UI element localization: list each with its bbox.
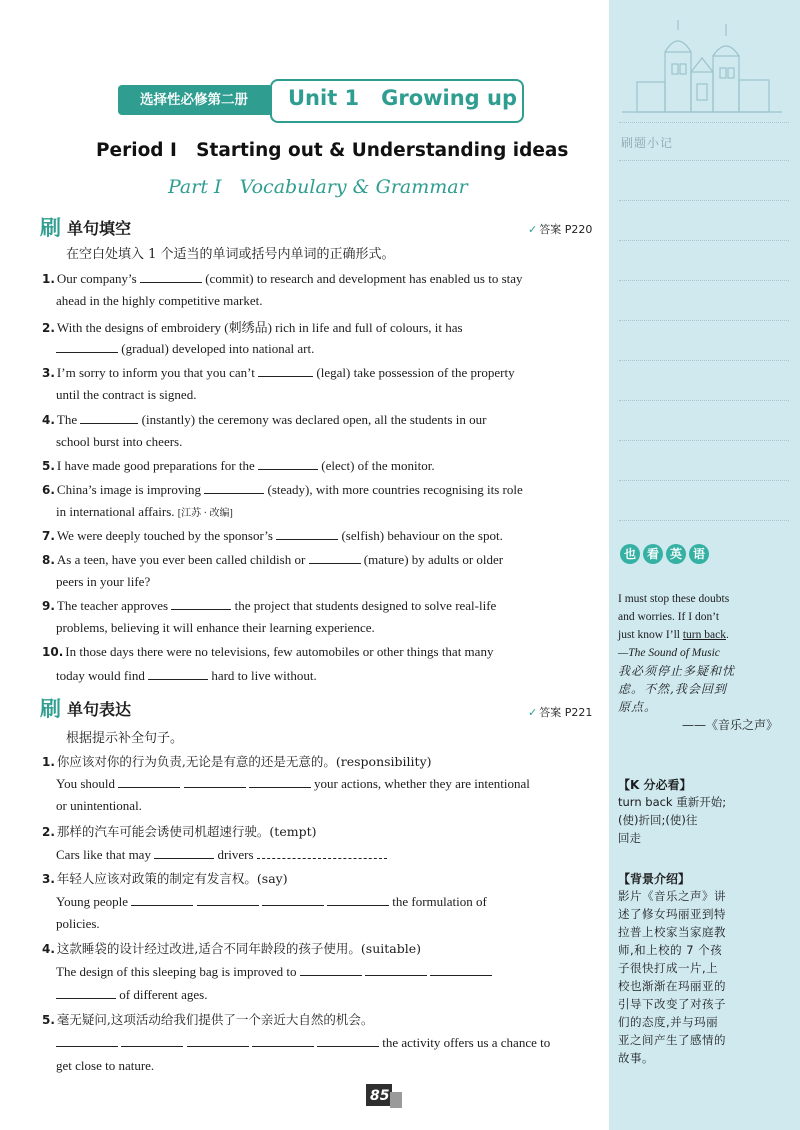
- answer-blank[interactable]: [300, 963, 362, 976]
- exercise-line: 7. We were deeply touched by the sponsor’s (selfish) behaviour on the spot.: [42, 528, 503, 543]
- part-title: Part I Vocabulary & Grammar: [168, 176, 468, 198]
- castle-illustration: [617, 12, 787, 122]
- exercise-line: school burst into cheers.: [56, 434, 183, 449]
- k-fen-line: (使)折回;(使)往: [618, 813, 698, 827]
- exercise-line: 3. 年轻人应该对政策的制定有发言权。(say): [42, 871, 288, 886]
- divider: [619, 400, 789, 401]
- answer-blank[interactable]: [131, 893, 193, 906]
- answer-reference: ✓ 答案 P220: [528, 223, 593, 236]
- source-tag: [江苏 · 改编]: [177, 508, 233, 519]
- unit-title-box: [270, 79, 524, 123]
- divider: [619, 122, 789, 123]
- answer-blank[interactable]: [121, 1034, 183, 1047]
- background-line: 述了修女玛丽亚到特: [618, 907, 726, 921]
- background-line: 子很快打成一片,上: [618, 961, 719, 975]
- answer-blank[interactable]: [252, 1034, 314, 1047]
- k-fen-line: 回走: [618, 831, 641, 845]
- section-heading: [40, 693, 131, 723]
- exercise-line: 2. 那样的汽车可能会诱使司机超速行驶。(tempt): [42, 824, 317, 839]
- background-line: 亚之间产生了感情的: [618, 1033, 726, 1047]
- background-line: 拉普上校家当家庭教: [618, 925, 726, 939]
- exercise-line: 3. I’m sorry to inform you that you can’t (legal) take possession of the property: [42, 365, 515, 380]
- exercise-line: 1. Our company’s (commit) to research and development has enabled us to stay: [42, 271, 523, 286]
- quote-translation: 虑。不然,我会回到: [618, 682, 727, 696]
- divider: [619, 440, 789, 441]
- answer-blank[interactable]: [430, 963, 492, 976]
- exercise-line: (gradual) developed into national art.: [56, 340, 612, 357]
- answer-blank[interactable]: [187, 1034, 249, 1047]
- quote-translation: 原点。: [618, 700, 658, 714]
- answer-blank[interactable]: [148, 667, 208, 680]
- exercise-line: ahead in the highly competitive market.: [56, 293, 263, 308]
- exercise-line: in international affairs. [江苏 · 改编]: [56, 504, 233, 519]
- divider: [619, 200, 789, 201]
- page-number-badge: [360, 1082, 406, 1112]
- answer-blank[interactable]: [118, 775, 180, 788]
- instruction: 根据提示补全句子。: [66, 731, 184, 746]
- exercise-line: or unintentional.: [56, 798, 142, 813]
- badge-char: 也: [620, 544, 640, 564]
- answer-blank[interactable]: [56, 986, 116, 999]
- page-number: 85: [370, 1088, 390, 1104]
- exercise-line: of different ages.: [56, 986, 612, 1003]
- k-fen-note: [618, 762, 778, 847]
- answer-blank[interactable]: [171, 597, 231, 610]
- divider: [619, 160, 789, 161]
- exercise-line: today would find hard to live without.: [56, 668, 317, 683]
- unit-banner: [118, 77, 526, 123]
- exercise-line: peers in your life?: [56, 574, 151, 589]
- divider: [619, 320, 789, 321]
- answer-blank[interactable]: [249, 775, 311, 788]
- exercise-line: 8. As a teen, have you ever been called childish or (mature) by adults or older: [42, 552, 504, 567]
- background-line: 们的态度,并与玛丽: [618, 1015, 719, 1029]
- section-mark: 刷: [40, 216, 61, 240]
- answer-reference: ✓ 答案 P221: [528, 706, 593, 719]
- exercise-line: get close to nature.: [56, 1058, 155, 1073]
- exercise-line: 4. 这款睡袋的设计经过改进,适合不同年龄段的孩子使用。(suitable): [42, 941, 421, 956]
- answer-blank[interactable]: [204, 481, 264, 494]
- answer-blank[interactable]: [309, 551, 361, 564]
- answer-blank[interactable]: [276, 527, 338, 540]
- background-line: 校也渐渐在玛丽亚的: [618, 979, 726, 993]
- answer-blank[interactable]: [262, 893, 324, 906]
- background-line: 影片《音乐之声》讲: [618, 889, 726, 903]
- section-title: 单句表达: [67, 699, 132, 719]
- answer-blank[interactable]: [258, 364, 313, 377]
- answer-blank[interactable]: [56, 340, 118, 353]
- background-heading: 【背景介绍】: [618, 872, 691, 886]
- check-icon: ✓: [528, 706, 538, 719]
- badge-char: 英: [666, 544, 686, 564]
- section-heading: [40, 212, 131, 242]
- exercise-line: 4. The (instantly) the ceremony was declared open, all the students in our: [42, 412, 487, 427]
- exercise-line: Cars like that may drivers: [56, 846, 612, 863]
- badge-char: 语: [689, 544, 709, 564]
- quote-translation: 我必须停止多疑和忧: [618, 664, 736, 678]
- exercise-line: Young people the formulation of: [56, 894, 487, 909]
- exercise-line: policies.: [56, 916, 100, 931]
- exercise-line: 9. The teacher approves the project that students designed to solve real-life: [42, 598, 497, 613]
- answer-blank[interactable]: [365, 963, 427, 976]
- exercise-line: 6. China’s image is improving (steady), with more countries recognising its role: [42, 482, 523, 497]
- exercise-line: 5. 毫无疑问,这项活动给我们提供了一个亲近大自然的机会。: [42, 1012, 374, 1027]
- check-icon: ✓: [528, 223, 538, 236]
- answer-blank[interactable]: [56, 1034, 118, 1047]
- exercise-line: 5. I have made good preparations for the (elect) of the monitor.: [42, 458, 435, 473]
- background-line: 师,和上校的 7 个孩: [618, 943, 723, 957]
- divider: [619, 280, 789, 281]
- answer-blank[interactable]: [327, 893, 389, 906]
- period-title: Period I Starting out & Understanding ideas: [96, 140, 569, 161]
- quote-source-cn: ——《音乐之声》: [681, 718, 778, 732]
- answer-blank[interactable]: [197, 893, 259, 906]
- background-note: [618, 856, 780, 1067]
- divider: [619, 520, 789, 521]
- quote-line: I must stop these doubts: [618, 593, 730, 605]
- exercise-line: The design of this sleeping bag is improved to: [56, 963, 612, 980]
- instruction: 在空白处填入 1 个适当的单词或括号内单词的正确形式。: [66, 247, 395, 262]
- quote-line: and worries. If I don’t: [618, 611, 720, 623]
- background-line: 引导下改变了对孩子: [618, 997, 726, 1011]
- answer-blank[interactable]: [154, 846, 214, 859]
- divider: [619, 480, 789, 481]
- unit-title: Unit 1 Growing up: [288, 86, 517, 110]
- movie-quote: [618, 590, 778, 734]
- answer-blank[interactable]: [257, 846, 387, 859]
- section-title: 单句填空: [67, 218, 132, 238]
- exercise-line: until the contract is signed.: [56, 387, 197, 402]
- answer-blank[interactable]: [140, 270, 202, 283]
- note-title: 刷题小记: [621, 136, 674, 150]
- answer-blank[interactable]: [184, 775, 246, 788]
- answer-blank[interactable]: [258, 457, 318, 470]
- exercise-line: problems, believing it will enhance their learning experience.: [56, 620, 375, 635]
- k-fen-line: turn back 重新开始;: [618, 795, 727, 809]
- answer-blank[interactable]: [317, 1034, 379, 1047]
- exercise-line: 2. With the designs of embroidery (刺绣品) rich in life and full of colours, it has: [42, 320, 463, 335]
- exercise-line: You should your actions, whether they are intentional: [56, 776, 530, 791]
- exercise-line: 1. 你应该对你的行为负责,无论是有意的还是无意的。(responsibility): [42, 754, 432, 769]
- quote-line: just know I’ll turn back.: [618, 629, 729, 641]
- quote-source: —The Sound of Music: [618, 647, 720, 659]
- section-mark: 刷: [40, 697, 61, 721]
- badge-char: 看: [643, 544, 663, 564]
- exercise-line: 10. In those days there were no televisions, few automobiles or other things that many: [42, 644, 494, 659]
- ting-ying-yu-badge: [620, 544, 709, 564]
- k-fen-heading: 【K 分必看】: [618, 778, 692, 792]
- divider: [619, 360, 789, 361]
- answer-blank[interactable]: [80, 411, 138, 424]
- book-label: 选择性必修第二册: [118, 85, 270, 115]
- background-line: 故事。: [618, 1051, 654, 1065]
- divider: [619, 240, 789, 241]
- exercise-line: the activity offers us a chance to: [56, 1034, 612, 1051]
